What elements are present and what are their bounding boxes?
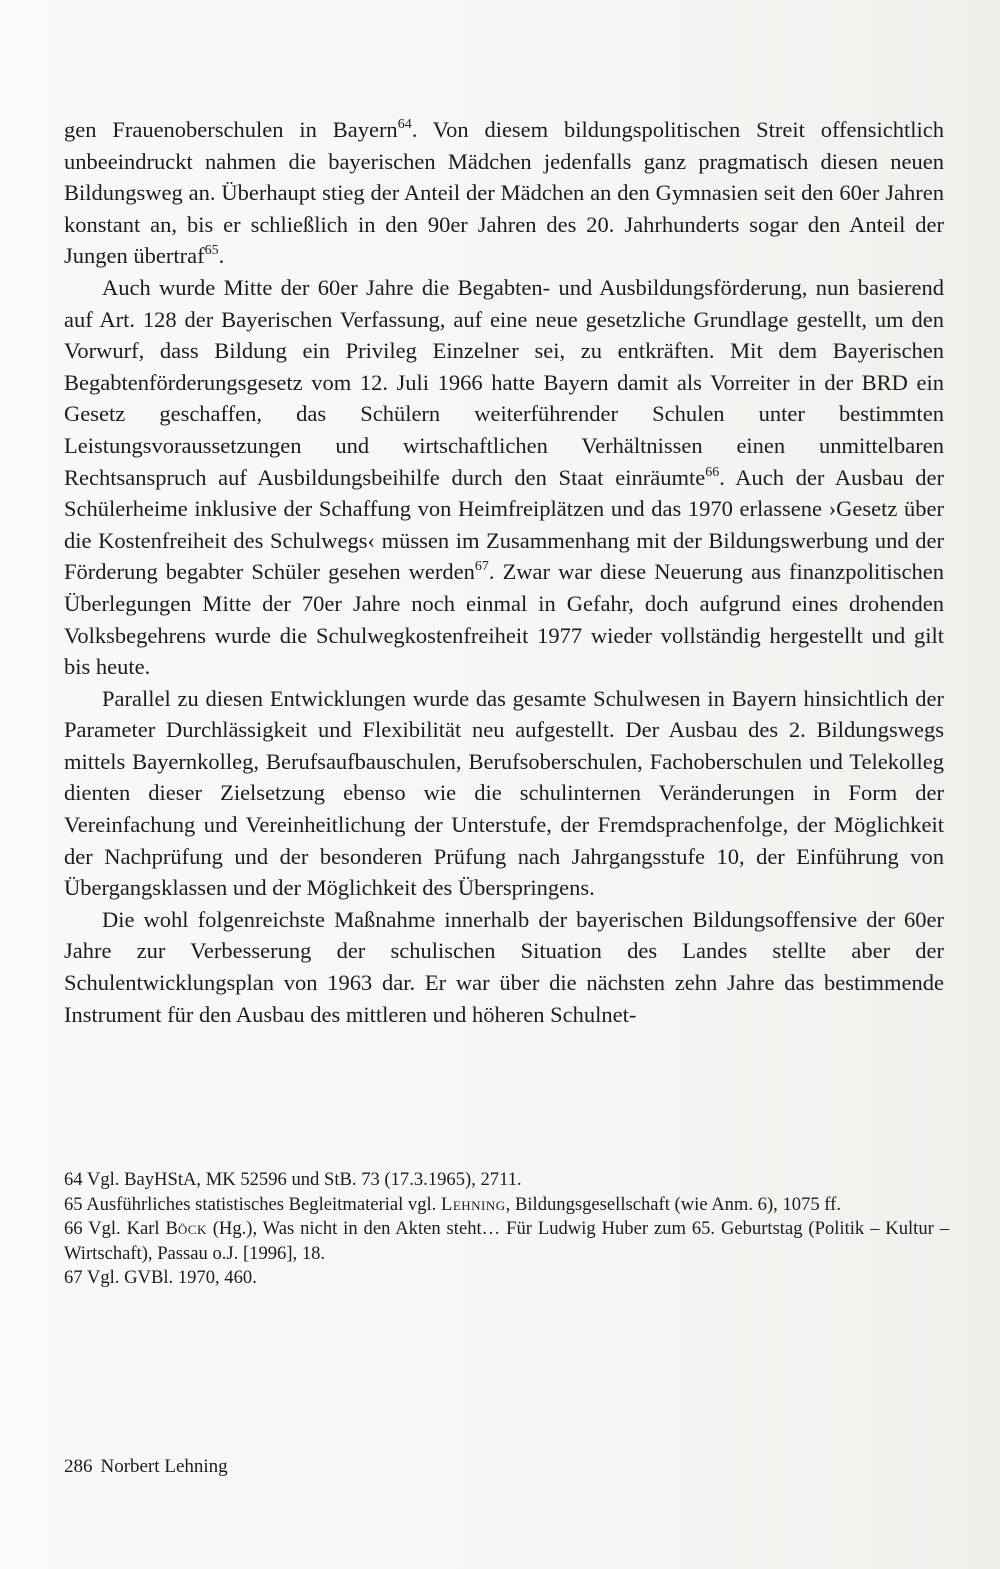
paragraph-text: gen Frauenoberschulen in Bayern <box>64 117 398 142</box>
paragraph <box>64 114 944 272</box>
footnote-text: Vgl. BayHStA, MK 52596 und StB. 73 (17.3.1965), 2711. <box>86 1169 522 1190</box>
footnote-number: 65 <box>64 1193 83 1215</box>
footnotes <box>64 1168 949 1291</box>
paragraph <box>64 904 944 1030</box>
running-author: Norbert Lehning <box>100 1456 228 1477</box>
paragraph-text: . Von diesem bildungspolitischen Streit offensichtlich unbeeindruckt nahmen die bayerischen Mädchen jedenfalls ganz pragmatisch diesen neuen Bildungsweg an. Überhaupt stieg der Anteil der Mädchen an den Gymnasien seit den 60er Jahren konstant an, bis er schließlich in den 90er Jahren des 20. Jahrhunderts sogar den Anteil der Jungen übertraf <box>64 117 944 269</box>
footnote-text: Ausführliches statistisches Begleitmaterial vgl. <box>86 1193 441 1215</box>
footnote <box>64 1193 949 1218</box>
footnote-reference: 67 <box>474 559 489 575</box>
footnote-text: Vgl. Karl B <box>88 1218 178 1240</box>
footnote <box>64 1266 949 1291</box>
page-footer <box>64 1455 228 1479</box>
footnote-reference: 65 <box>204 243 219 259</box>
paragraph-text: Auch wurde Mitte der 60er Jahre die Begabten- und Ausbildungsförderung, nun basierend auf Art. 128 der Bayerischen Verfassung, auf eine neue gesetzliche Grundlage gestellt, um den Vorwurf, dass Bildung ein Privileg Einzelner sei, zu entkräften. Mit dem Bayerischen Begabtenförderungsgesetz vom 12. Juli 1966 hatte Bayern damit als Vorreiter in der BRD ein Gesetz geschaffen, das Schülern weiterführender Schulen unter bestimmten Leistungsvoraussetzungen und wirtschaftlichen Verhältnissen einen unmittelbaren Rechtsanspruch auf Ausbildungsbeihilfe durch den Staat einräumte <box>64 274 944 490</box>
author-name: öck <box>177 1218 207 1240</box>
footnote <box>64 1168 949 1193</box>
footnote-text: Vgl. GVBl. 1970, 460. <box>86 1267 257 1289</box>
footnote-text: , Bildungsgesellschaft (wie Anm. 6), 1075 ff. <box>505 1193 842 1215</box>
author-name: Lehning <box>440 1193 506 1215</box>
footnote-text: (Hg.), Was nicht in den Akten steht… Für Ludwig Huber zum 65. Geburtstag (Politik – Kultur – Wirtschaft), Passau o.J. [1996], 18. <box>64 1218 949 1264</box>
footnote-number: 64 <box>64 1169 83 1190</box>
page-number: 286 <box>64 1456 93 1477</box>
footnote-number: 67 <box>64 1267 83 1289</box>
paragraph-text: . <box>218 243 225 269</box>
footnote-reference: 66 <box>705 464 720 480</box>
paragraph-text: Die wohl folgenreichste Maßnahme innerhalb der bayerischen Bildungsoffensive der 60er Jahre zur Verbesserung der schulischen Situation des Landes stellte aber der Schulentwicklungsplan von 1963 dar. Er war über die nächsten zehn Jahre das bestimmende Instrument für den Ausbau des mittleren und höheren Schulnet- <box>64 906 944 1027</box>
body-text <box>64 114 944 1030</box>
footnote-number: 66 <box>64 1218 83 1240</box>
paragraph <box>64 683 944 904</box>
paragraph-text: Parallel zu diesen Entwicklungen wurde das gesamte Schulwesen in Bayern hinsichtlich der Parameter Durchlässigkeit und Flexibilität neu aufgestellt. Der Ausbau des 2. Bildungswegs mittels Bayernkolleg, Berufsaufbauschulen, Berufsoberschulen, Fachoberschulen und Telekolleg dienten dieser Zielsetzung ebenso wie die schulinternen Veränderungen in Form der Vereinfachung und Vereinheitlichung der Unterstufe, der Fremdsprachenfolge, der Möglichkeit der Nachprüfung und der besonderen Prüfung nach Jahrgangsstufe 10, der Einführung von Übergangsklassen und der Möglichkeit des Überspringens. <box>64 685 944 901</box>
paragraph-text: . Zwar war diese Neuerung aus finanzpolitischen Überlegungen Mitte der 70er Jahre noch einmal in Gefahr, doch aufgrund eines drohenden Volksbegehrens wurde die Schulwegkostenfreiheit 1977 wieder vollständig hergestellt und gilt bis heute. <box>64 559 944 680</box>
paragraph <box>64 272 944 683</box>
footnote-reference: 64 <box>397 117 412 132</box>
footnote <box>64 1217 949 1266</box>
paragraph-text: . Auch der Ausbau der Schülerheime inklusive der Schaffung von Heimfreiplätzen und das 1970 erlassene ›Gesetz über die Kostenfreiheit des Schulwegs‹ müssen im Zusammenhang mit der Bildungswerbung und der Förderung begabter Schüler gesehen werden <box>64 464 945 585</box>
